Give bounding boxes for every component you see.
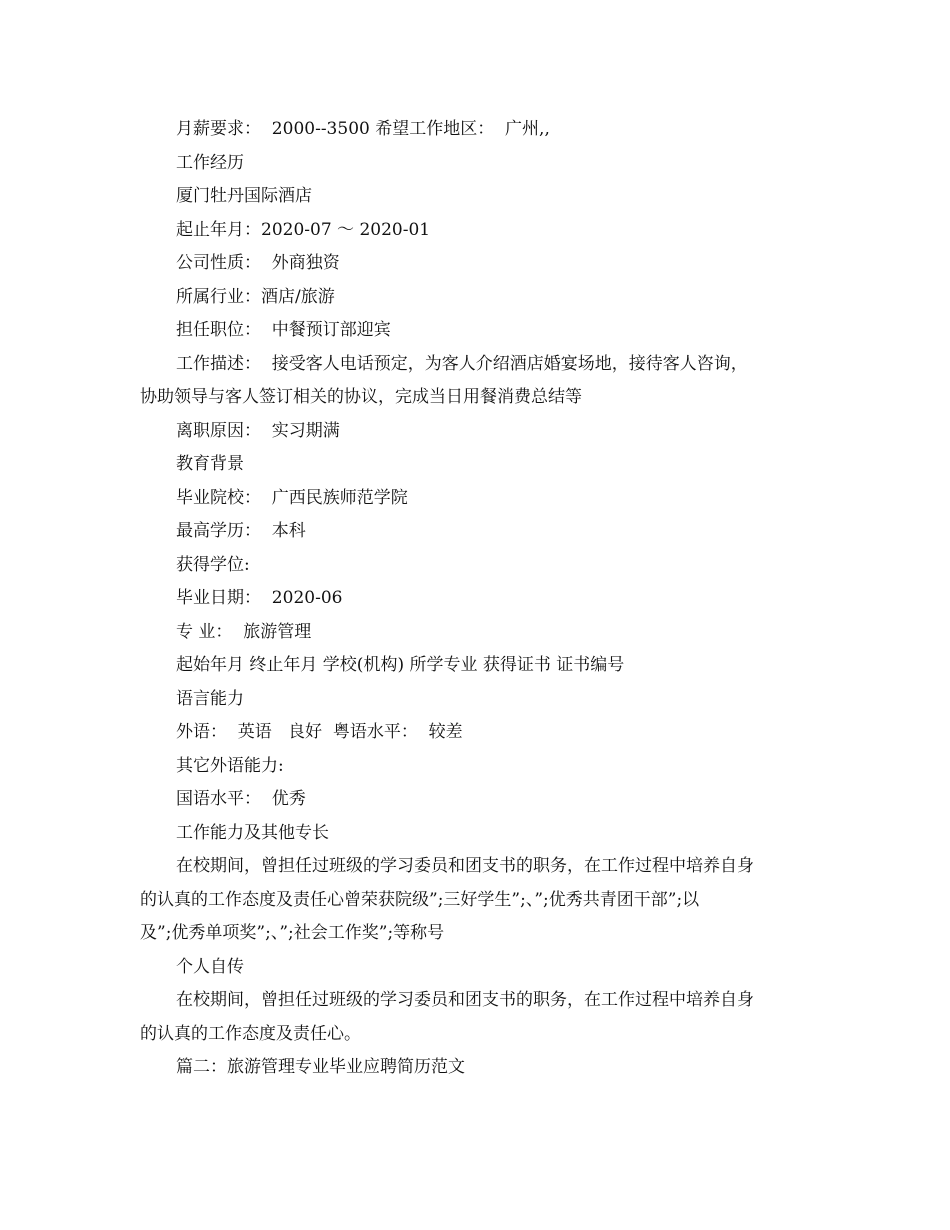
leaving-reason: 离职原因： 实习期满 bbox=[176, 420, 340, 441]
section-two-title: 篇二：旅游管理专业毕业应聘简历范文 bbox=[176, 1057, 465, 1077]
job-description-line-2: 协助领导与客人签订相关的协议，完成当日用餐消费总结等 bbox=[140, 387, 582, 407]
skills-paragraph-line-2: 的认真的工作态度及责任心曾荣获院级”;三好学生”;、”;优秀共青团干部”;以 bbox=[140, 889, 700, 910]
company-name: 厦门牡丹国际酒店 bbox=[176, 186, 312, 206]
self-intro-heading: 个人自传 bbox=[176, 956, 244, 977]
skills-heading: 工作能力及其他专长 bbox=[176, 822, 329, 843]
mandarin-level: 国语水平： 优秀 bbox=[176, 789, 306, 809]
company-type: 公司性质： 外商独资 bbox=[176, 253, 340, 273]
language-heading: 语言能力 bbox=[176, 688, 244, 709]
education-heading: 教育背景 bbox=[176, 454, 244, 474]
skills-paragraph-line-3: 及”;优秀单项奖”;、”;社会工作奖”;等称号 bbox=[140, 923, 445, 943]
industry: 所属行业：酒店/旅游 bbox=[176, 286, 335, 307]
self-intro-line-2: 的认真的工作态度及责任心。 bbox=[140, 1023, 361, 1044]
skills-paragraph-line-1: 在校期间，曾担任过班级的学习委员和团支书的职务，在工作过程中培养自身 bbox=[176, 856, 754, 876]
foreign-language: 外语： 英语 良好 粤语水平： 较差 bbox=[176, 722, 463, 742]
major: 专 业： 旅游管理 bbox=[176, 621, 312, 642]
position: 担任职位： 中餐预订部迎宾 bbox=[176, 320, 391, 340]
other-languages: 其它外语能力: bbox=[176, 755, 284, 776]
job-description-line-1: 工作描述： 接受客人电话预定，为客人介绍酒店婚宴场地，接待客人咨询， bbox=[176, 353, 748, 374]
graduation-date: 毕业日期： 2020-06 bbox=[176, 588, 343, 608]
document-body bbox=[140, 113, 820, 1085]
work-experience-heading: 工作经历 bbox=[176, 152, 244, 173]
salary-line: 月薪要求： 2000--3500 希望工作地区： 广州,, bbox=[176, 119, 550, 139]
education-table-header: 起始年月 终止年月 学校(机构) 所学专业 获得证书 证书编号 bbox=[176, 655, 625, 675]
self-intro-line-1: 在校期间，曾担任过班级的学习委员和团支书的职务，在工作过程中培养自身 bbox=[176, 990, 754, 1010]
degree-obtained: 获得学位: bbox=[176, 554, 250, 575]
employment-period: 起止年月：2020-07 ～ 2020-01 bbox=[176, 219, 431, 240]
school: 毕业院校： 广西民族师范学院 bbox=[176, 487, 408, 508]
highest-degree: 最高学历： 本科 bbox=[176, 521, 306, 541]
